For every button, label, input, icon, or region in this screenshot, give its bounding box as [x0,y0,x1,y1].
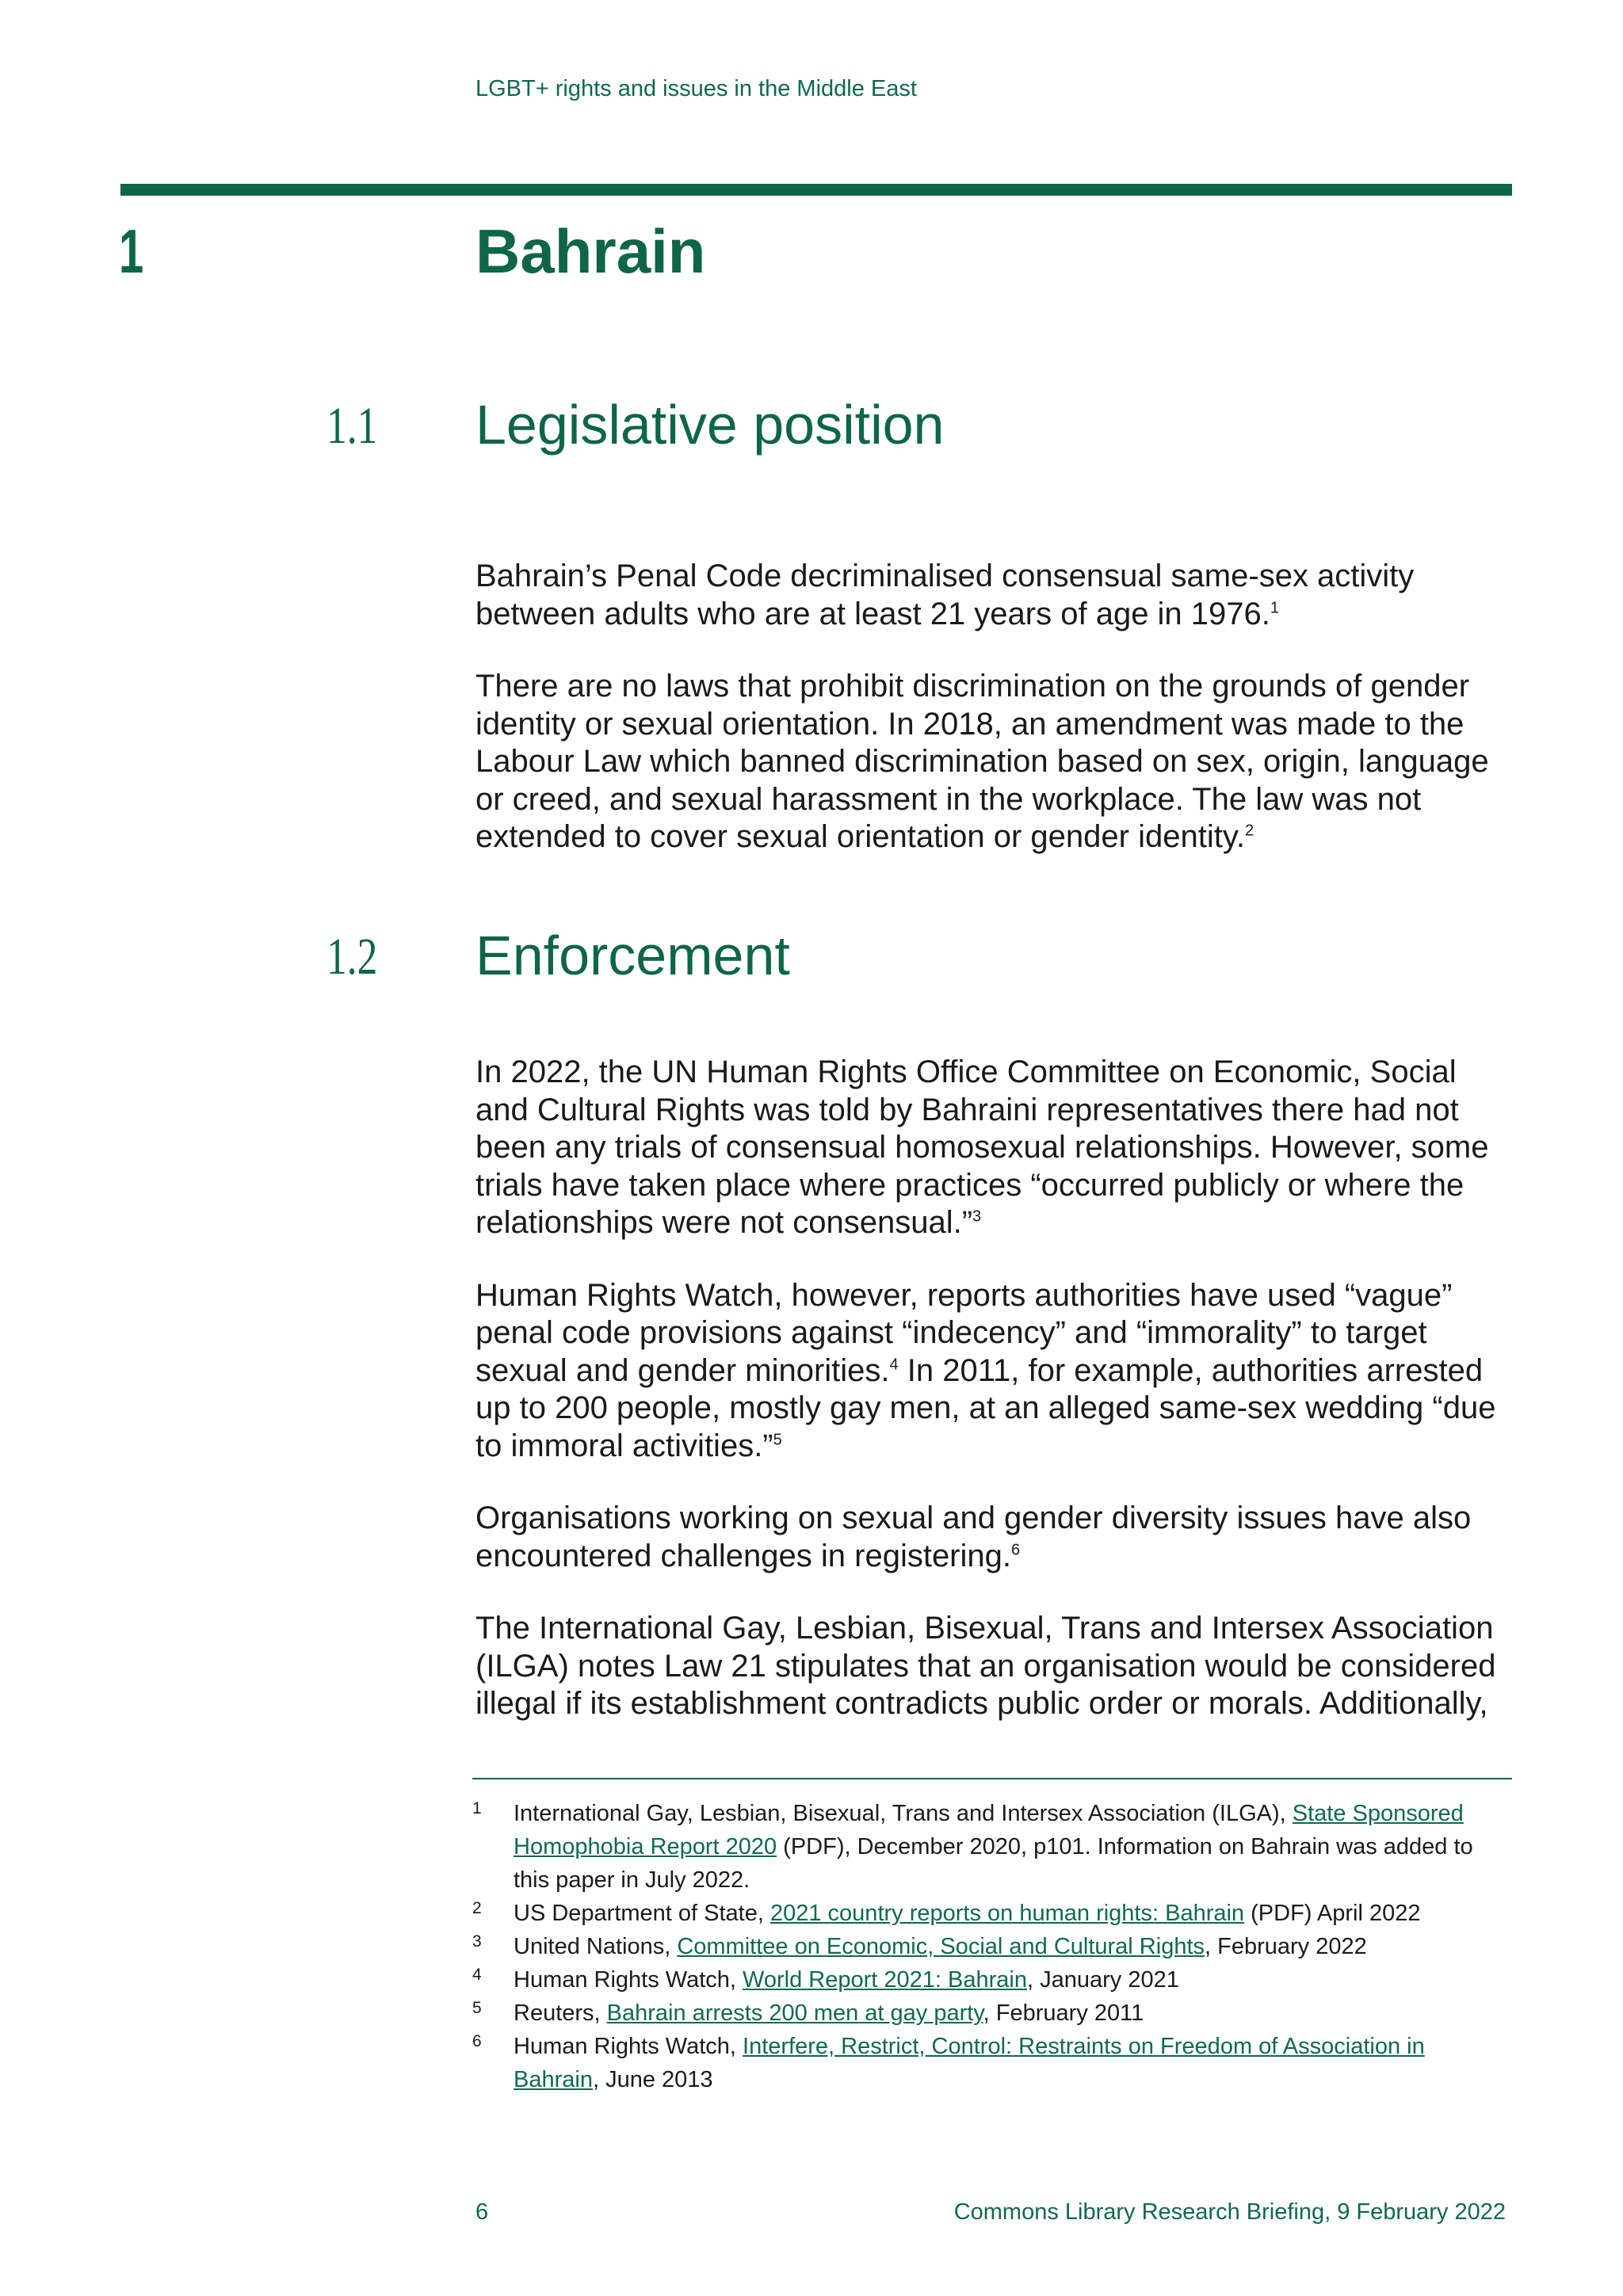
chapter-number: 1 [119,216,144,286]
footnotes [472,1797,1495,2096]
footnote-number: 3 [472,1932,482,1951]
paragraph: There are no laws that prohibit discrimination on the grounds of gender identity or sexual orientation. In 2018, an amendment was made to the Labour Law which banned discrimination based on sex, origin, language or creed, and sexual harassment in the workplace. The law was not extended to cover sexual orientation or gender identity.$^2$ [475,669,1489,854]
paragraph: Human Rights Watch, however, reports authorities have used “vague” penal code provisions against “indecency” and “immorality” to target sexual and gender minorities.$^4$ In 2011, for example, authorities arrested up to 200 people, mostly gay men, at an alleged same-sex wedding “due to immoral activities.”$^5$ [475,1277,1496,1463]
section-1-2-body [475,1054,1498,1758]
section-title-legislative-position: Legislative position [475,394,945,456]
footnote-number: 6 [472,2032,482,2050]
section-number-1-1: 1.1 [327,397,378,455]
footnote-separator [472,1778,1512,1779]
page-number: 6 [475,2199,489,2225]
footnote-number: 2 [472,1899,482,1917]
section-title-enforcement: Enforcement [475,925,790,986]
footnote-number: 1 [472,1799,482,1817]
paragraph: In 2022, the UN Human Rights Office Committee on Economic, Social and Cultural Rights was told by Bahraini representatives there had not been any trials of consensual homosexual relationships. However, some trials have taken place where practices “occurred publicly or where the relationships were not consensual.”$^3$ [475,1055,1489,1240]
section-1-1-body [475,558,1498,891]
chapter-title: Bahrain [475,216,706,286]
footnote-ref[interactable]: 6 [1011,1541,1021,1559]
paragraph: The International Gay, Lesbian, Bisexual, Trans and Intersex Association (ILGA) notes Law 21 stipulates that an organisation would be considered illegal if its establishment contradicts public order or morals. Additionally, [475,1611,1496,1721]
paragraph: Organisations working on sexual and gender diversity issues have also encountered challenges in registering.$^6$ [475,1501,1472,1573]
footer-publication: Commons Library Research Briefing, 9 February 2022 [953,2199,1506,2225]
footnote-link[interactable]: State Sponsored Homophobia Report 2020 [514,1801,1464,1859]
section-number-1-2: 1.2 [327,928,378,986]
footnote-ref[interactable]: 4 [889,1356,899,1374]
footnote-link[interactable]: World Report 2021: Bahrain [743,1967,1027,1993]
footnote: 2 US Department of State, 2021 country reports on human rights: Bahrain (PDF) April 2022 [472,1897,1495,1930]
footnote-ref[interactable]: 2 [1244,822,1254,840]
footnote-ref[interactable]: 5 [773,1431,782,1449]
footnote: 6 Human Rights Watch, Interfere, Restrict, Control: Restraints on Freedom of Association in Bahrain, June 2013 [472,2030,1495,2096]
footnote-number: 5 [472,1999,482,2017]
footnote: 3 United Nations, Committee on Economic, Social and Cultural Rights, February 2022 [472,1930,1495,1963]
footnote-link[interactable]: 2021 country reports on human rights: Bahrain [769,1901,1245,1926]
footnote-number: 4 [472,1966,482,1984]
footnote-link[interactable]: Bahrain arrests 200 men at gay party [606,2000,983,2026]
paragraph: Bahrain’s Penal Code decriminalised consensual same-sex activity between adults who are at least 21 years of age in 1976.$^1$ [475,559,1415,631]
running-header: LGBT+ rights and issues in the Middle East [475,76,917,101]
footnote: 1 International Gay, Lesbian, Bisexual, Trans and Intersex Association (ILGA), State Sponsored Homophobia Report 2020 (PDF), December 2020, p101. Information on Bahrain was added to this paper in July 2022. [472,1797,1495,1897]
footnote: 5 Reuters, Bahrain arrests 200 men at gay party, February 2011 [472,1997,1495,2030]
footnote: 4 Human Rights Watch, World Report 2021: Bahrain, January 2021 [472,1963,1495,1997]
footnote-link[interactable]: Committee on Economic, Social and Cultural Rights [677,1934,1205,1959]
footnote-link[interactable]: Interfere, Restrict, Control: Restraints on Freedom of Association in Bahrain [514,2034,1425,2092]
footnote-ref[interactable]: 3 [972,1207,982,1226]
footnote-ref[interactable]: 1 [1270,599,1280,617]
header-rule [120,184,1512,196]
